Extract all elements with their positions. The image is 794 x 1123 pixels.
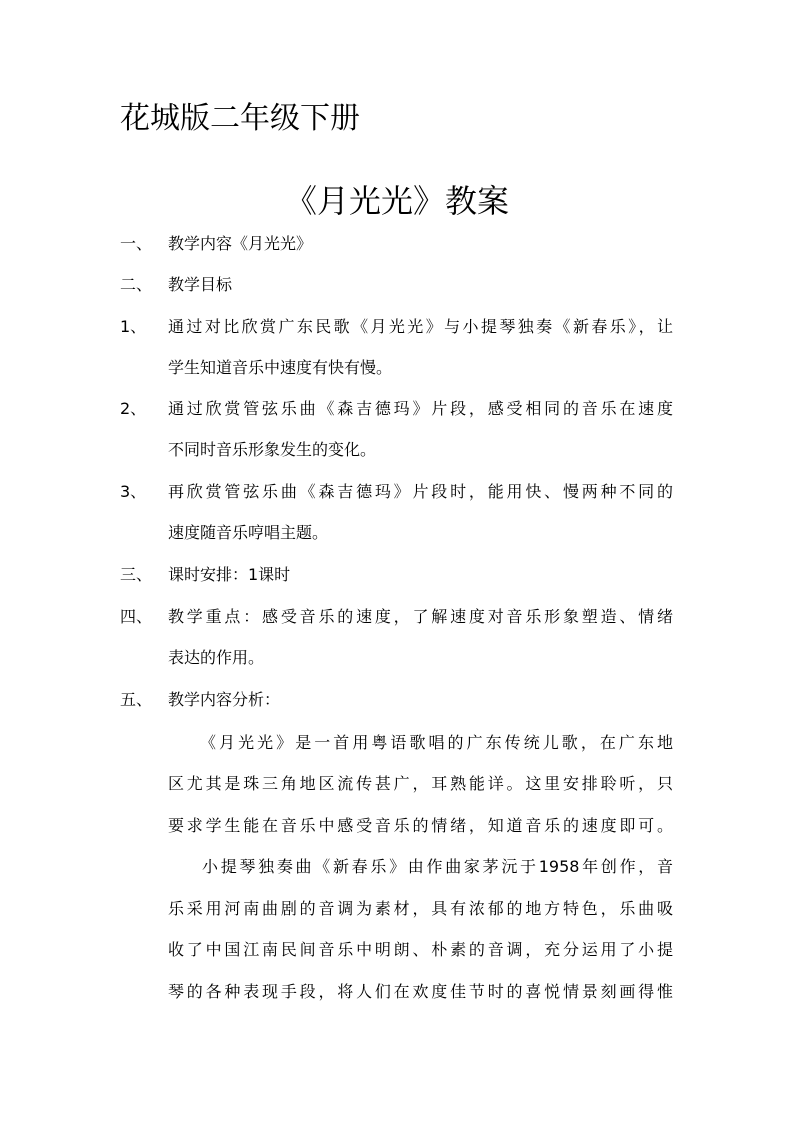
section-text: 教学目标 — [168, 275, 233, 294]
objective-line: 学生知道音乐中速度有快有慢。 — [168, 358, 393, 377]
objective-line: 不同时音乐形象发生的变化。 — [168, 440, 377, 459]
section-line: 教学重点：感受音乐的速度，了解速度对音乐形象塑造、情绪 — [168, 607, 673, 626]
paragraph-line: 乐采用河南曲剧的音调为素材，具有浓郁的地方特色，乐曲吸 — [168, 899, 673, 918]
section-marker: 三、 — [120, 565, 153, 584]
objective-marker: 2、 — [120, 399, 147, 418]
objective-marker: 3、 — [120, 482, 147, 501]
paragraph-line: 小提琴独奏曲《新春乐》由作曲家茅沅于1958年创作，音 — [202, 857, 673, 876]
paragraph-line: 区尤其是珠三角地区流传甚广，耳熟能详。这里安排聆听，只 — [168, 774, 673, 793]
grade-header: 花城版二年级下册 — [120, 101, 360, 136]
section-marker: 二、 — [120, 275, 153, 294]
paragraph-line: 《月光光》是一首用粤语歌唱的广东传统儿歌，在广东地 — [200, 733, 673, 752]
objective-line: 再欣赏管弦乐曲《森吉德玛》片段时，能用快、慢两种不同的 — [168, 482, 673, 501]
objective-line: 通过欣赏管弦乐曲《森吉德玛》片段，感受相同的音乐在速度 — [168, 399, 673, 418]
lesson-plan-title: 《月光光》教案 — [284, 182, 509, 220]
section-text: 课时安排：1课时 — [168, 565, 291, 584]
section-marker: 五、 — [120, 690, 153, 709]
paragraph-line: 要求学生能在音乐中感受音乐的情绪，知道音乐的速度即可。 — [168, 816, 673, 835]
paragraph-line: 收了中国江南民间音乐中明朗、朴素的音调，充分运用了小提 — [168, 940, 673, 959]
objective-marker: 1、 — [120, 317, 147, 336]
section-line: 表达的作用。 — [168, 648, 265, 667]
section-marker: 一、 — [120, 234, 153, 253]
objective-line: 通过对比欣赏广东民歌《月光光》与小提琴独奏《新春乐》，让 — [168, 317, 673, 336]
objective-line: 速度随音乐哼唱主题。 — [168, 523, 329, 542]
section-text: 教学内容分析： — [168, 690, 281, 709]
paragraph-line: 琴的各种表现手段，将人们在欢度佳节时的喜悦情景刻画得惟 — [168, 982, 673, 1001]
section-marker: 四、 — [120, 607, 153, 626]
section-text: 教学内容《月光光》 — [168, 234, 313, 253]
